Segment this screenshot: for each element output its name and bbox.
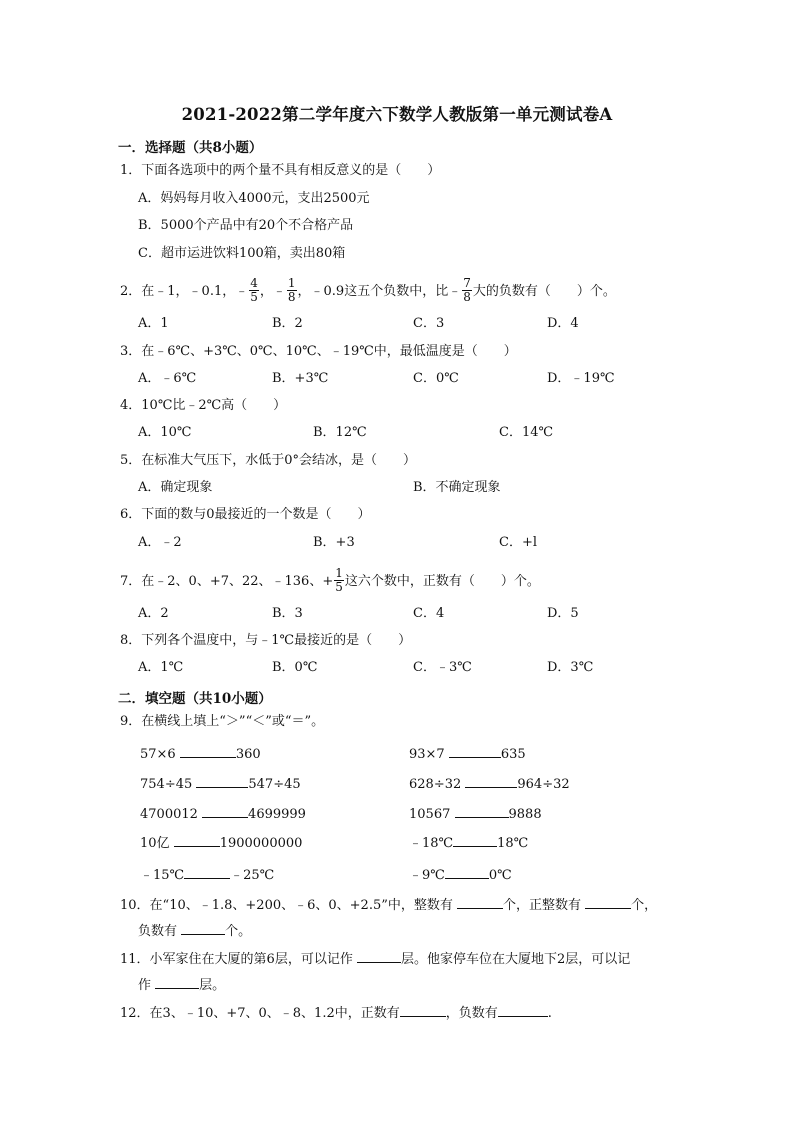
compare-row-5-left: ﹣15℃ ﹣25℃ bbox=[140, 868, 275, 883]
question-10-line-2: 负数有 个。 bbox=[138, 924, 252, 939]
compare-row-1-right: 93×7 635 bbox=[409, 747, 526, 762]
answer-blank[interactable] bbox=[180, 745, 236, 758]
answer-blank[interactable] bbox=[155, 976, 199, 989]
answer-blank[interactable] bbox=[202, 805, 248, 818]
question-2-text-4: 大的负数有（ ）个。 bbox=[472, 284, 616, 299]
question-11-line-1: 11．小军家住在大厦的第6层，可以记作 层。他家停车位在大厦地下2层，可以记 bbox=[120, 952, 631, 967]
question-10-line-1: 10．在“10、﹣1.8、+200、﹣6、0、+2.5”中，整数有 个，正整数有 个， bbox=[120, 898, 658, 913]
fraction-7-8: $\frac{7}{8}$ bbox=[463, 276, 471, 304]
question-5-option-b: B．不确定现象 bbox=[413, 480, 501, 495]
compare-row-3-left: 4700012 4699999 bbox=[140, 807, 306, 822]
question-8-stem: 8．下列各个温度中，与﹣1℃最接近的是（ ） bbox=[120, 633, 412, 648]
question-6-option-a: A．﹣2 bbox=[138, 535, 182, 550]
answer-blank[interactable] bbox=[357, 950, 401, 963]
answer-blank[interactable] bbox=[457, 896, 503, 909]
answer-blank[interactable] bbox=[455, 805, 509, 818]
fraction-4-5: $\frac{4}{5}$ bbox=[250, 276, 258, 304]
question-9-stem: 9．在横线上填上“＞”“＜”或“＝”。 bbox=[120, 714, 325, 729]
fraction-1-5: $\frac{1}{5}$ bbox=[335, 566, 343, 594]
question-2-text-3: ，﹣0.9这五个负数中，比﹣ bbox=[297, 284, 462, 299]
question-4-stem: 4．10℃比﹣2℃高（ ） bbox=[120, 398, 287, 413]
question-8-option-a: A．1℃ bbox=[138, 660, 184, 675]
question-8-option-d: D．3℃ bbox=[547, 660, 594, 675]
answer-blank[interactable] bbox=[181, 922, 225, 935]
answer-blank[interactable] bbox=[400, 1004, 446, 1017]
question-5-stem: 5．在标准大气压下，水低于0°会结冰，是（ ） bbox=[120, 453, 417, 468]
question-6-stem: 6．下面的数与0最接近的一个数是（ ） bbox=[120, 507, 371, 522]
answer-blank[interactable] bbox=[196, 775, 248, 788]
question-3-option-b: B．+3℃ bbox=[272, 371, 329, 386]
question-5-option-a: A．确定现象 bbox=[138, 480, 213, 495]
compare-row-2-left: 754÷45 547÷45 bbox=[140, 777, 301, 792]
question-7-text-2: 这六个数中，正数有（ ）个。 bbox=[344, 574, 540, 589]
question-1-stem: 1．下面各选项中的两个量不具有相反意义的是（ ） bbox=[120, 163, 441, 178]
question-6-option-b: B．+3 bbox=[313, 535, 355, 550]
question-8-option-b: B．0℃ bbox=[272, 660, 318, 675]
question-4-option-b: B．12℃ bbox=[313, 425, 367, 440]
compare-row-4-right: ﹣18℃ 18℃ bbox=[409, 836, 529, 851]
answer-blank[interactable] bbox=[465, 775, 517, 788]
question-7-stem bbox=[120, 568, 540, 595]
answer-blank[interactable] bbox=[449, 745, 501, 758]
question-1-option-b: B．5000个产品中有20个不合格产品 bbox=[138, 218, 354, 233]
question-3-option-a: A．﹣6℃ bbox=[138, 371, 197, 386]
question-1-option-c: C．超市运进饮料100箱，卖出80箱 bbox=[138, 246, 346, 261]
compare-row-4-left: 10亿 1900000000 bbox=[140, 836, 303, 851]
question-2-option-c: C．3 bbox=[413, 316, 445, 331]
question-2-option-b: B．2 bbox=[272, 316, 303, 331]
compare-row-1-left: 57×6 360 bbox=[140, 747, 261, 762]
question-3-option-d: D．﹣19℃ bbox=[547, 371, 615, 386]
question-4-option-c: C．14℃ bbox=[499, 425, 554, 440]
section-heading-fill-in: 二．填空题（共10小题） bbox=[118, 691, 272, 707]
question-7-option-a: A．2 bbox=[138, 606, 169, 621]
answer-blank[interactable] bbox=[453, 834, 497, 847]
question-3-option-c: C．0℃ bbox=[413, 371, 459, 386]
compare-row-5-right: ﹣9℃ 0℃ bbox=[409, 868, 512, 883]
section-heading-multiple-choice: 一．选择题（共8小题） bbox=[118, 140, 263, 156]
question-7-text-1: 7．在﹣2、0、+7、22、﹣136、+ bbox=[120, 574, 334, 589]
question-7-option-c: C．4 bbox=[413, 606, 445, 621]
question-2-text-1: 2．在﹣1，﹣0.1，﹣ bbox=[120, 284, 249, 299]
question-2-stem bbox=[120, 278, 616, 305]
question-11-line-2: 作 层。 bbox=[138, 978, 226, 993]
answer-blank[interactable] bbox=[445, 866, 489, 879]
answer-blank[interactable] bbox=[184, 866, 230, 879]
answer-blank[interactable] bbox=[498, 1004, 548, 1017]
question-12-line-1: 12．在3、﹣10、+7、0、﹣8、1.2中，正数有 ，负数有 . bbox=[120, 1006, 552, 1021]
question-4-option-a: A．10℃ bbox=[138, 425, 192, 440]
question-2-text-2: ，﹣ bbox=[259, 284, 286, 299]
question-7-option-b: B．3 bbox=[272, 606, 303, 621]
question-8-option-c: C．﹣3℃ bbox=[413, 660, 472, 675]
question-2-option-a: A．1 bbox=[138, 316, 169, 331]
answer-blank[interactable] bbox=[174, 834, 220, 847]
question-1-option-a: A．妈妈每月收入4000元，支出2500元 bbox=[138, 191, 370, 206]
compare-row-2-right: 628÷32 964÷32 bbox=[409, 777, 570, 792]
answer-blank[interactable] bbox=[585, 896, 631, 909]
question-2-option-d: D．4 bbox=[547, 316, 579, 331]
question-3-stem: 3．在﹣6℃、+3℃、0℃、10℃、﹣19℃中，最低温度是（ ） bbox=[120, 344, 517, 359]
compare-row-3-right: 10567 9888 bbox=[409, 807, 542, 822]
page-title: 2021-2022第二学年度六下数学人教版第一单元测试卷A bbox=[181, 105, 613, 124]
fraction-1-8: $\frac{1}{8}$ bbox=[287, 276, 296, 304]
question-6-option-c: C．+l bbox=[499, 535, 537, 550]
question-7-option-d: D．5 bbox=[547, 606, 579, 621]
